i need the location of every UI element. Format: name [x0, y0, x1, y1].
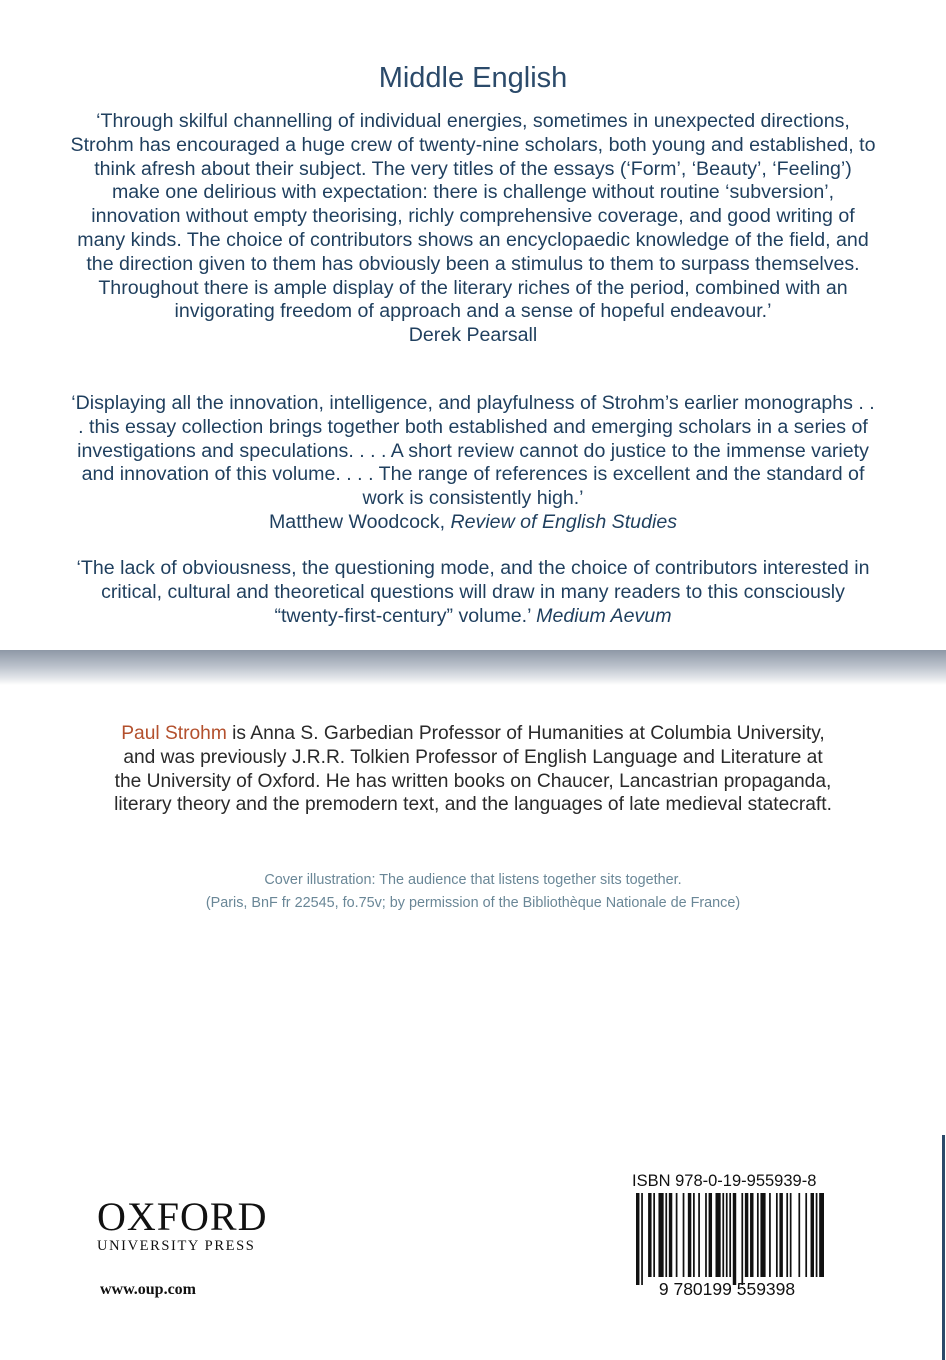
barcode-bar [722, 1193, 724, 1277]
divider-band [0, 650, 946, 685]
quote-attribution [70, 511, 876, 535]
barcode-bar [705, 1193, 707, 1277]
quote-text: ‘The lack of obviousness, the questioning mode, and the choice of contributors interested in critical, cultural and theoretical questions will draw in many readers to this consciously “twenty-first-century” volume.’ [76, 557, 870, 627]
barcode-bar [715, 1193, 720, 1277]
review-quote-medium-aevum [70, 557, 876, 628]
barcode-bar [819, 1193, 824, 1277]
author-bio [110, 722, 836, 817]
barcode-bar [769, 1193, 771, 1277]
barcode-bar [741, 1193, 743, 1285]
barcode-bar [636, 1193, 639, 1285]
barcode-bar [648, 1193, 651, 1277]
barcode-bar [688, 1193, 691, 1277]
barcode-bar [733, 1193, 736, 1285]
barcode-bar [683, 1193, 685, 1277]
barcode-bar [653, 1193, 655, 1277]
barcode-bar [745, 1193, 748, 1277]
quote-text: ‘Displaying all the innovation, intelligence, and playfulness of Strohm’s earlier monographs . . . this essay collection brings together both established and emerging scholars in a series of investigations and speculations. . . . A short review cannot do justice to the immense variety and innovation of this volume. . . . The range of references is excellent and the standard of work is consistently high.’ [71, 392, 875, 510]
barcode-bar [786, 1193, 788, 1277]
barcode-bar [641, 1193, 643, 1285]
quote-text: ‘Through skilful channelling of individual energies, sometimes in unexpected directions, Strohm has encouraged a huge crew of twenty-nine scholars, both young and established, to think afresh about their subject. The very titles of the essays (‘Form’, ‘Beauty’, ‘Feeling’) make one delirious with expectation: there is challenge without routine ‘subversion’, innovation without empty theorising, richly comprehensive coverage, and good writing of many kinds. The choice of contributors shows an encyclopaedic knowledge of the field, and the direction given to them has obviously been a stimulus to them to surpass themselves. Throughout there is ample display of the literary riches of the period, combined with an invigorating freedom of approach and a sense of hopeful endeavour.’ [70, 110, 876, 323]
cover-credit-source: (Paris, BnF fr 22545, fo.75v; by permission of the Bibliothèque Nationale de France) [205, 895, 741, 911]
barcode-bar [760, 1193, 765, 1277]
barcode-bar [816, 1193, 818, 1277]
isbn-label: ISBN 978-0-19-955939-8 [632, 1172, 817, 1190]
cover-credit-line: Cover illustration: The audience that listens together sits together. [264, 872, 682, 888]
author-name: Paul Strohm [121, 723, 227, 744]
publisher-url[interactable]: www.oup.com [100, 1281, 197, 1298]
spine-edge [942, 1135, 945, 1360]
publisher-logo: OXFORD [97, 1194, 268, 1239]
barcode-graphic [630, 1193, 824, 1299]
barcode-bar [665, 1193, 667, 1277]
barcode-bar [698, 1193, 700, 1277]
barcode-bar [669, 1193, 672, 1277]
barcode-bar [750, 1193, 753, 1277]
quote-source: Medium Aevum [536, 604, 672, 627]
barcode-digits: 9 780199 559398 [658, 1279, 796, 1299]
publisher-subtitle: UNIVERSITY PRESS [97, 1238, 256, 1254]
barcode-bar [693, 1193, 695, 1277]
barcode-bar [805, 1193, 807, 1277]
page-title: Middle English [378, 62, 568, 94]
review-quote-woodcock [70, 392, 876, 535]
barcode-bar [811, 1193, 814, 1277]
barcode-bar [729, 1193, 731, 1277]
barcode-bar [757, 1193, 759, 1277]
barcode-bar [798, 1193, 800, 1277]
barcode-bar [790, 1193, 792, 1277]
barcode-bar [658, 1193, 663, 1277]
barcode-bar [776, 1193, 778, 1277]
barcode-bar [779, 1193, 782, 1277]
bio-text: is Anna S. Garbedian Professor of Humanities at Columbia University, and was previously J.R.R. Tolkien Professor of English Language and Literature at the University of Oxford. He has written books on Chaucer, Lancastrian propaganda, literary theory and the premodern text, and the languages of late medieval statecraft. [114, 723, 832, 816]
attribution-name: Matthew Woodcock, [268, 510, 451, 533]
quote-attribution: Derek Pearsall [408, 324, 538, 347]
barcode-bar [709, 1193, 712, 1277]
barcode-bar [726, 1193, 728, 1277]
attribution-source: Review of English Studies [450, 510, 678, 533]
barcode [630, 1193, 824, 1299]
review-quote-pearsall [70, 110, 876, 348]
barcode-bar [676, 1193, 678, 1277]
